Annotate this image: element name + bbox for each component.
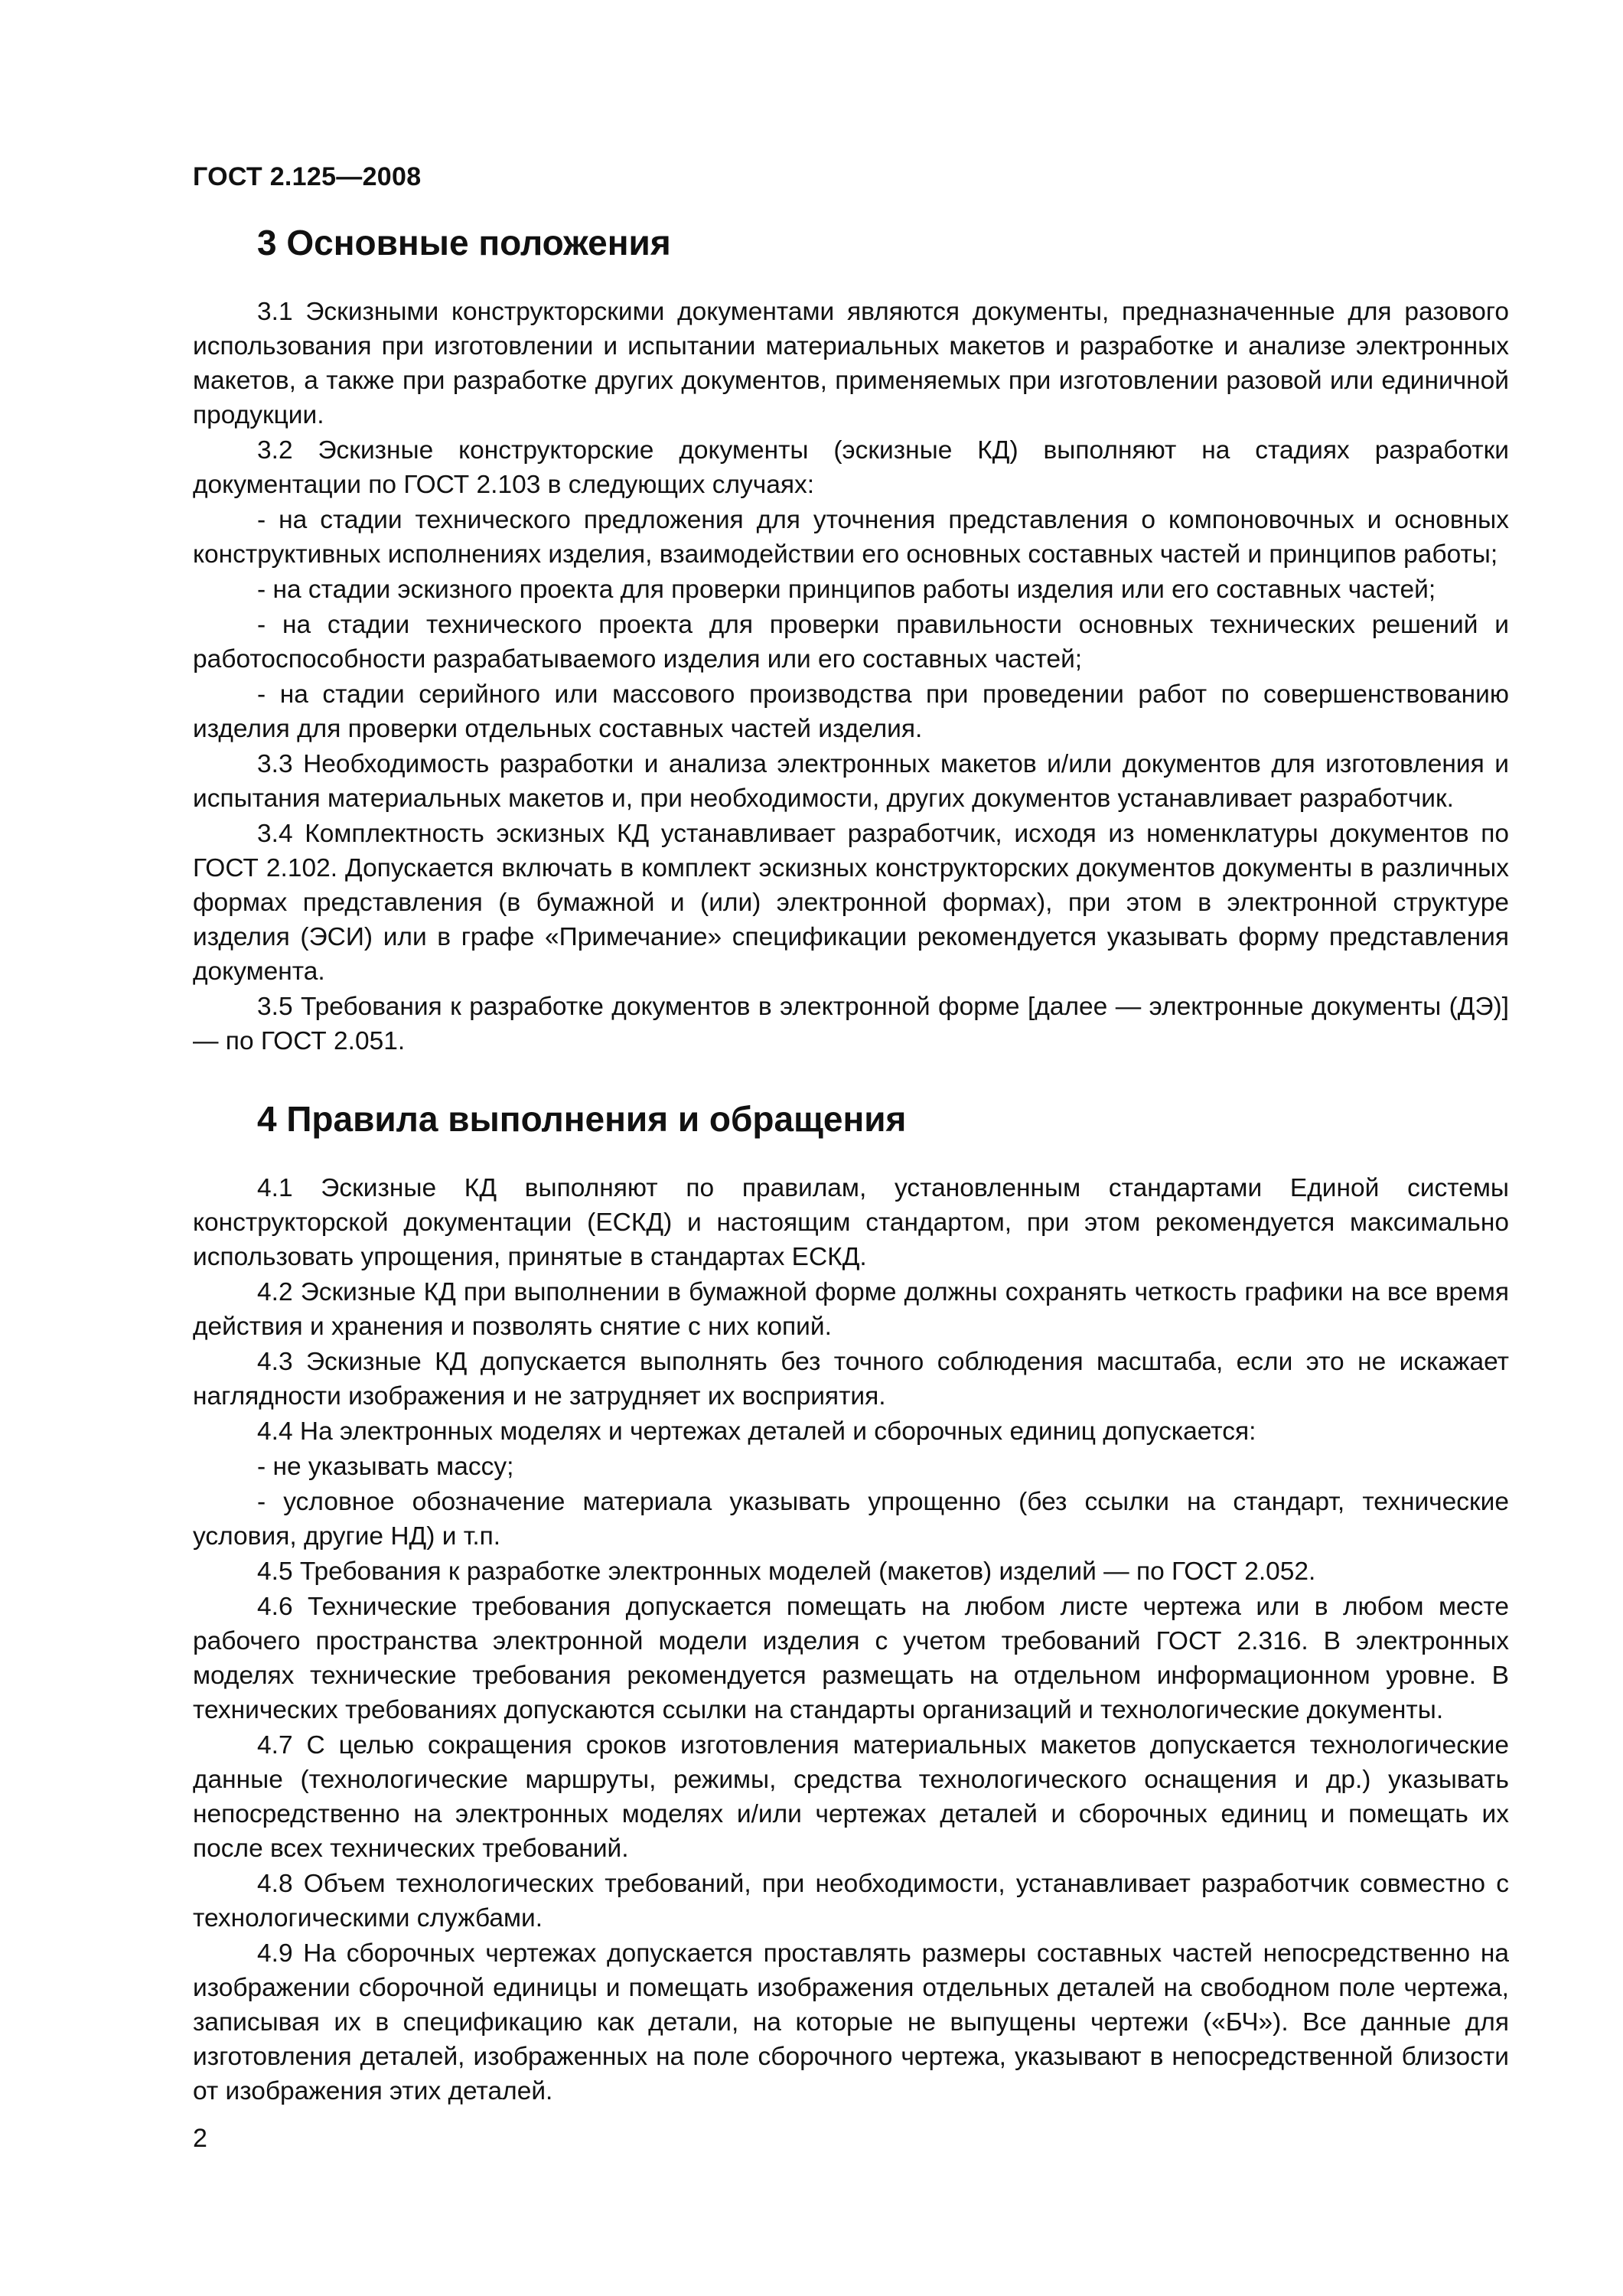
paragraph: 4.1 Эскизные КД выполняют по правилам, установленным стандартами Единой системы конструкторской документации (ЕСКД) и настоящим стандартом, при этом рекомендуется максимально использовать упрощения, принятые в стандартах ЕСКД. — [193, 1174, 1509, 1272]
paragraph: 3.3 Необходимость разработки и анализа электронных макетов и/или документов для изготовления и испытания материальных макетов и, при необходимости, других документов устанавливает разработчик. — [193, 750, 1509, 814]
paragraph: 4.5 Требования к разработке электронных моделей (макетов) изделий — по ГОСТ 2.052. — [257, 1557, 1316, 1587]
paragraph: 4.6 Технические требования допускается помещать на любом листе чертежа или в любом месте рабочего пространства электронной модели изделия с учетом требований ГОСТ 2.316. В электронных моделях технические требования рекомендуется размещать на отдельном информационном уровне. В технических требованиях допускаются ссылки на стандарты организаций и технологические документы. — [193, 1593, 1509, 1725]
paragraph: 4.9 На сборочных чертежах допускается проставлять размеры составных частей непосредственно на изображении сборочной единицы и помещать изображения отдельных деталей на свободном поле чертежа, записывая их в спецификацию как детали, на которые не выпущены чертежи («БЧ»). Все данные для изготовления деталей, изображенных на поле сборочного чертежа, указывают в непосредственной близости от изображения этих деталей. — [193, 1939, 1509, 2106]
paragraph: 3.1 Эскизными конструкторскими документами являются документы, предназначенные для разового использования при изготовлении и испытании материальных макетов и разработке и анализе электронных макетов, а также при разработке других документов, применяемых при изготовлении разовой или единичной продукции. — [193, 298, 1509, 430]
paragraph: 4.3 Эскизные КД допускается выполнять без точного соблюдения масштаба, если это не искажает наглядности изображения и не затрудняет их восприятия. — [193, 1348, 1509, 1411]
section-title: 4 Правила выполнения и обращения — [257, 1099, 907, 1140]
section-3 — [193, 222, 1509, 1058]
list-item: - на стадии технического проекта для проверки правильности основных технических решений и работоспособности разрабатываемого изделия или его составных частей; — [193, 611, 1509, 674]
paragraph: 3.2 Эскизные конструкторские документы (эскизные КД) выполняют на стадиях разработки документации по ГОСТ 2.103 в следующих случаях: — [193, 436, 1509, 500]
list-item: - на стадии серийного или массового производства при проведении работ по совершенствованию изделия для проверки отдельных составных частей изделия. — [193, 680, 1509, 744]
paragraph: 3.5 Требования к разработке документов в электронной форме [далее — электронные документы (ДЭ)] — по ГОСТ 2.051. — [193, 993, 1509, 1056]
list-item: - на стадии технического предложения для уточнения представления о компоновочных и основных конструктивных исполнениях изделия, взаимодействии его основных составных частей и принципов работы; — [193, 506, 1509, 569]
document-body — [193, 222, 1509, 2148]
paragraph: 4.4 На электронных моделях и чертежах деталей и сборочных единиц допускается: — [257, 1417, 1256, 1446]
page-number: 2 — [193, 2124, 207, 2153]
section-4 — [193, 1098, 1509, 2108]
list-item: - на стадии эскизного проекта для проверки принципов работы изделия или его составных частей; — [257, 576, 1436, 605]
document-code-header: ГОСТ 2.125—2008 — [193, 162, 422, 191]
paragraph: 4.8 Объем технологических требований, при необходимости, устанавливает разработчик совместно с технологическими службами. — [193, 1870, 1509, 1933]
paragraph: 3.4 Комплектность эскизных КД устанавливает разработчик, исходя из номенклатуры документов по ГОСТ 2.102. Допускается включать в комплект эскизных конструкторских документов документы в различных формах представления (в бумажной и (или) электронной формах), при этом в электронной структуре изделия (ЭСИ) или в графе «Примечание» спецификации рекомендуется указывать форму представления документа. — [193, 820, 1509, 987]
section-title: 3 Основные положения — [257, 223, 671, 263]
list-item: - не указывать массу; — [257, 1453, 514, 1482]
list-item: - условное обозначение материала указывать упрощенно (без ссылки на стандарт, технические условия, другие НД) и т.п. — [193, 1488, 1509, 1551]
paragraph: 4.2 Эскизные КД при выполнении в бумажной форме должны сохранять четкость графики на все время действия и хранения и позволять снятие с них копий. — [193, 1278, 1509, 1342]
paragraph: 4.7 С целью сокращения сроков изготовления материальных макетов допускается технологические данные (технологические маршруты, режимы, средства технологического оснащения и др.) указывать непосредственно на электронных моделях и/или чертежах деталей и сборочных единиц и помещать их после всех технических требований. — [193, 1731, 1509, 1864]
